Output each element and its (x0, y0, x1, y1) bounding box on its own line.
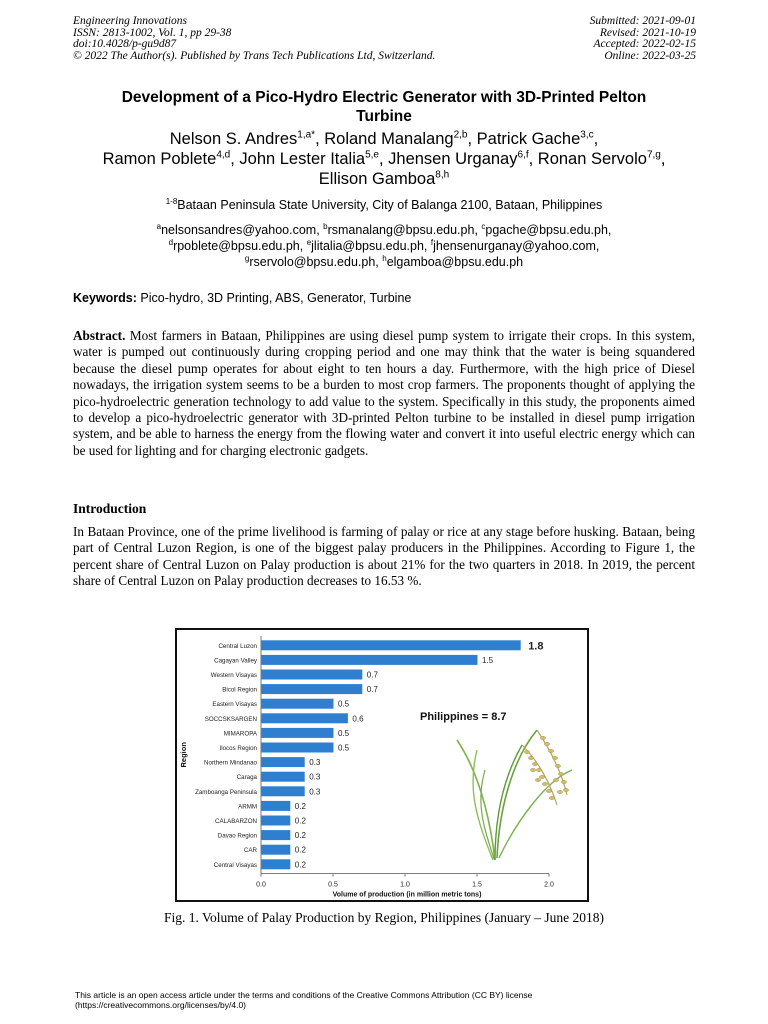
data-label: 0.7 (366, 685, 378, 695)
data-label: 0.2 (294, 831, 306, 841)
revised-date: Revised: 2021-10-19 (599, 26, 696, 39)
email-sup: e (306, 237, 312, 247)
author-sup: 4,d (216, 149, 231, 161)
bar (262, 786, 305, 796)
bar (262, 845, 291, 855)
author-name: Roland Manalang (324, 130, 454, 148)
y-tick-label: SOCCSKSARGEN (204, 715, 257, 723)
y-tick-label: Ilocos Region (219, 745, 257, 752)
email-link[interactable]: nelsonsandres@yahoo.com (161, 223, 317, 237)
author-name: Ellison Gamboa (318, 170, 436, 188)
email-link[interactable]: rsmanalang@bpsu.edu.ph (327, 223, 475, 237)
y-tick-label: Central Luzon (218, 642, 257, 650)
bar (262, 713, 348, 723)
y-tick-label: Bicol Region (222, 686, 257, 694)
license-footer (75, 990, 532, 1010)
email-link[interactable]: pgache@bpsu.edu.ph (485, 223, 608, 237)
author-sup: 6,f (517, 149, 529, 161)
bar (262, 655, 478, 665)
data-label: 1.8 (528, 640, 544, 653)
email-sup: h (382, 253, 387, 263)
affiliation (50, 197, 718, 213)
x-tick-label: 1.5 (472, 881, 482, 889)
data-label: 0.5 (338, 699, 350, 709)
x-tick-label: 2.0 (544, 881, 554, 889)
author-name: Nelson S. Andres (169, 130, 298, 148)
author-sup: 7,g (646, 149, 661, 161)
affiliation-text: Bataan Peninsula State University, City of Balanga 2100, Bataan, Philippines (177, 198, 603, 212)
email-list: $^a$nelsonsandres@yahoo.com, $^b$rsmanalang@bpsu.edu.ph, $^c$pgache@bpsu.edu.ph, $^d$rpoblete@bpsu.edu.ph, $^e$jlitalia@bpsu.edu.ph, $^f$jhensenurganay@yahoo.com, $^g$rservolo@bpsu.edu.ph, $^h$elgamboa@bpsu.edu.ph (156, 221, 612, 269)
data-label: 0.3 (309, 787, 321, 797)
y-tick-label: Caraga (236, 774, 257, 782)
bar (262, 757, 305, 767)
y-tick-label: Davao Region (217, 832, 257, 840)
y-tick-label: Zamboanga Peninsula (195, 788, 257, 796)
email-sup: c (481, 221, 486, 231)
submitted-date: Submitted: 2021-09-01 (589, 15, 696, 27)
x-tick-label: 0.5 (328, 881, 338, 889)
introduction-text: In Bataan Province, one of the prime livelihood is farming of palay or rice at any stage before husking. Bataan, being part of Central Luzon Region, is one of the biggest palay producers in the Philippines. According to Figure 1, the percent share of Central Luzon on Palay production is about 21% for the two quarters in 2018. In 2019, the percent share of Central Luzon on Palay production decreases to 16.53 %. (73, 524, 695, 589)
bar (262, 684, 363, 694)
y-tick-label: Eastern Visayas (212, 701, 257, 709)
rice-plant-illustration (457, 730, 572, 860)
data-label: 0.3 (309, 772, 321, 782)
data-label: 0.2 (294, 860, 306, 870)
title-line-2: Turbine (356, 108, 412, 125)
data-label: 0.2 (294, 816, 306, 826)
author-sup: 5,e (365, 149, 379, 161)
publication-dates (590, 16, 696, 62)
keywords-label: Keywords: (73, 291, 137, 305)
bar (262, 670, 363, 680)
bar (262, 830, 291, 840)
data-label: 0.7 (366, 670, 378, 680)
journal-header (73, 16, 435, 62)
affiliation-sup: 1-8 (165, 196, 178, 206)
email-sup: g (244, 253, 250, 263)
data-label: 0.2 (294, 801, 306, 811)
data-label: 0.3 (309, 758, 321, 768)
y-tick-label: Central Visayas (213, 861, 257, 869)
email-link[interactable]: rpoblete@bpsu.edu.ph (173, 239, 300, 253)
abstract-label: Abstract. (73, 328, 126, 343)
bar (262, 816, 291, 826)
y-tick-label: Northern Mindanao (204, 759, 257, 767)
online-date: Online: 2022-03-25 (604, 49, 696, 62)
bar (262, 640, 521, 650)
bar (262, 859, 291, 869)
bar (262, 743, 334, 753)
paper-title (60, 88, 708, 126)
author-name: Jhensen Urganay (388, 150, 518, 168)
bar (262, 699, 334, 709)
total-annotation: Philippines = 8.7 (420, 711, 507, 723)
y-tick-label: ARMM (238, 803, 257, 811)
copyright-notice: © 2022 The Author(s). Published by Trans Tech Publications Ltd, Switzerland. (73, 49, 436, 62)
x-axis-title: Volume of production (in million metric tons) (332, 891, 482, 899)
author-list: Nelson S. Andres$^{1,a*}$, Roland Manalang$^{2,b}$, Patrick Gache$^{3,c}$, Ramon Poblete$^{4,d}$, John Lester Italia$^{5,e}$, Jhensen Urganay$^{6,f}$, Ronan Servolo$^{7,g}$, Ellison Gamboa$^{8,h}$ (102, 129, 666, 188)
bar (262, 728, 334, 738)
x-tick-label: 0.0 (256, 881, 266, 889)
data-label: 1.5 (482, 655, 494, 665)
journal-issn: ISSN: 2813-1002, Vol. 1, pp 29-38 (73, 26, 232, 39)
bar (262, 801, 291, 811)
email-link[interactable]: rservolo@bpsu.edu.ph (249, 255, 376, 269)
figure-1 (175, 628, 589, 902)
author-sup: 8,h (435, 169, 450, 181)
accepted-date: Accepted: 2022-02-15 (593, 38, 696, 50)
email-link[interactable]: jlitalia@bpsu.edu.ph (311, 239, 424, 253)
author-name: Ramon Poblete (102, 150, 217, 168)
email-sup: f (430, 237, 434, 247)
figure-caption: Fig. 1. Volume of Palay Production by Region, Philippines (January – June 2018) (163, 910, 605, 925)
y-tick-label: CAR (243, 847, 257, 855)
email-sup: a (156, 221, 162, 231)
email-sup: b (323, 221, 328, 231)
journal-name: Engineering Innovations (73, 15, 188, 27)
author-sup: 3,c (580, 129, 594, 141)
abstract-text: Most farmers in Bataan, Philippines are using diesel pump system to irrigate their crops. In this system, water is pumped out continuously during cropping period and one may think that the water is being squandered because the diesel pump operates for about eight to ten hours a day. Furthermore, with the high price of Diesel nowadays, the irrigation system seems to be a burden to most crop farmers. The proponents thought of applying the pico-hydroelectric generation technology to add value to the system. Specifically in this study, the proponents aimed to develop a pico-hydroelectric generator with 3D-printed Pelton turbine to be installed in diesel pump irrigation system, and be able to harness the energy from the flowing water and convert it into useful electric energy which can be used for lighting and for charging electronic gadgets. (73, 328, 696, 458)
title-line-1: Development of a Pico-Hydro Electric Generator with 3D-Printed Pelton (121, 89, 647, 106)
abstract (73, 328, 695, 459)
y-tick-label: Western Visayas (210, 672, 257, 679)
data-label: 0.5 (338, 743, 350, 753)
y-tick-label: Cagayan Valley (214, 657, 257, 665)
y-axis-title: Region (179, 742, 188, 768)
bar-chart (177, 630, 587, 900)
author-name: Ronan Servolo (537, 150, 647, 168)
keywords-text: Pico-hydro, 3D Printing, ABS, Generator, Turbine (140, 291, 412, 305)
bar (262, 772, 305, 782)
data-label: 0.6 (352, 714, 364, 724)
author-sup: 2,b (453, 129, 468, 141)
license-text: This article is an open access article under the terms and conditions of the Creative Commons Attribution (CC BY) license (75, 990, 533, 1000)
email-link[interactable]: elgamboa@bpsu.edu.ph (386, 255, 524, 269)
data-label: 0.5 (338, 728, 350, 738)
journal-doi[interactable]: doi:10.4028/p-gu9d87 (73, 38, 177, 50)
author-sup: 1,a* (297, 129, 316, 141)
y-tick-label: MIMAROPA (223, 730, 257, 738)
license-link[interactable]: (https://creativecommons.org/licenses/by/4.0) (75, 1000, 247, 1010)
email-sup: d (168, 237, 174, 247)
y-tick-label: CALABARZON (215, 818, 257, 825)
author-name: John Lester Italia (239, 150, 366, 168)
author-name: Patrick Gache (476, 130, 581, 148)
email-link[interactable]: jhensenurganay@yahoo.com (433, 239, 596, 253)
keywords (73, 290, 411, 306)
x-tick-label: 1.0 (400, 881, 410, 889)
section-heading-introduction: Introduction (73, 501, 147, 516)
data-label: 0.2 (294, 845, 306, 855)
